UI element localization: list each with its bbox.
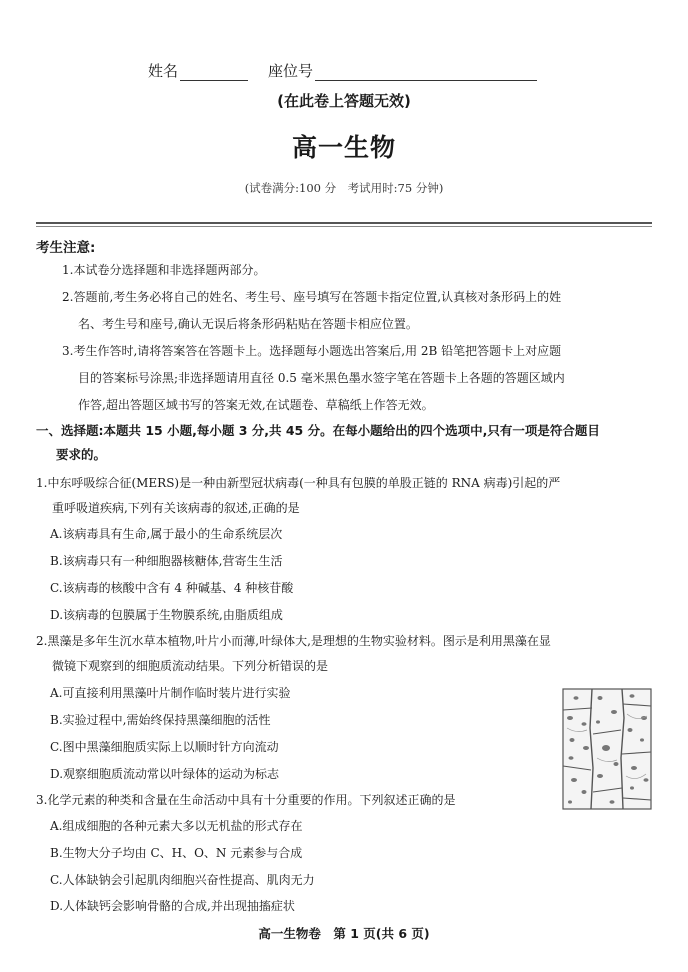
page-footer: 高一生物卷 第 1 页(共 6 页) (258, 926, 430, 941)
option: B.该病毒只有一种细胞器核糖体,营寄生生活 (50, 554, 283, 568)
option: D.该病毒的包膜属于生物膜系统,由脂质组成 (50, 608, 283, 622)
section-heading: 一、选择题:本题共 15 小题,每小题 3 分,共 45 分。在每小题给出的四个选项中,只有一项是符合题目 (36, 423, 600, 438)
invalid-note: (在此卷上答题无效) (277, 92, 411, 110)
notice-line: 2.答题前,考生务必将自己的姓名、考生号、座号填写在答题卡指定位置,认真核对条形码上的姓 (62, 290, 562, 304)
notice-line: 3.考生作答时,请将答案答在答题卡上。选择题每小题选出答案后,用 2B 铅笔把答题卡上对应题 (62, 344, 562, 358)
option: C.人体缺钠会引起肌肉细胞兴奋性提高、肌肉无力 (50, 873, 315, 887)
option: A.组成细胞的各种元素大多以无机盐的形式存在 (50, 819, 303, 833)
option: A.可直接利用黑藻叶片制作临时装片进行实验 (50, 686, 291, 700)
option: B.实验过程中,需始终保持黑藻细胞的活性 (50, 713, 271, 727)
notice-line: 1.本试卷分选择题和非选择题两部分。 (62, 263, 266, 277)
name-label: 姓名 (148, 62, 179, 80)
option: C.该病毒的核酸中含有 4 种碱基、4 种核苷酸 (50, 581, 294, 595)
question-stem: 3.化学元素的种类和含量在生命活动中具有十分重要的作用。下列叙述正确的是 (36, 793, 456, 807)
elodea-cell-figure (562, 688, 652, 810)
seat-label: 座位号 (268, 62, 314, 80)
notice-heading: 考生注意: (36, 240, 96, 256)
name-field (148, 60, 248, 81)
question-stem-cont: 重呼吸道疾病,下列有关该病毒的叙述,正确的是 (52, 501, 300, 515)
option: D.观察细胞质流动常以叶绿体的运动为标志 (50, 767, 280, 781)
notice-line: 作答,超出答题区域书写的答案无效,在试题卷、草稿纸上作答无效。 (78, 398, 434, 412)
option: A.该病毒具有生命,属于最小的生命系统层次 (50, 527, 283, 541)
option: B.生物大分子均由 C、H、O、N 元素参与合成 (50, 846, 303, 860)
question-stem: 1.中东呼吸综合征(MERS)是一种由新型冠状病毒(一种具有包膜的单股正链的 RNA 病毒)引起的严 (36, 476, 561, 490)
question-stem-cont: 微镜下观察到的细胞质流动结果。下列分析错误的是 (52, 659, 329, 673)
seat-field (268, 60, 537, 81)
exam-info: (试卷满分:100 分 考试用时:75 分钟) (244, 181, 444, 195)
section-heading-cont: 要求的。 (56, 447, 107, 462)
option: D.人体缺钙会影响骨骼的合成,并出现抽搐症状 (50, 899, 295, 913)
notice-line: 名、考生号和座号,确认无误后将条形码粘贴在答题卡相应位置。 (78, 317, 418, 331)
seat-underline (315, 66, 537, 81)
question-stem: 2.黑藻是多年生沉水草本植物,叶片小而薄,叶绿体大,是理想的生物实验材料。图示是利用黑藻在显 (36, 634, 551, 648)
divider-thick (36, 222, 652, 224)
option: C.图中黑藻细胞质实际上以顺时针方向流动 (50, 740, 279, 754)
page-title: 高一生物 (291, 133, 396, 162)
notice-line: 目的答案标号涂黑;非选择题请用直径 0.5 毫米黑色墨水签字笔在答题卡上各题的答题区域内 (78, 371, 565, 385)
divider-thin (36, 226, 652, 227)
name-underline (180, 66, 248, 81)
